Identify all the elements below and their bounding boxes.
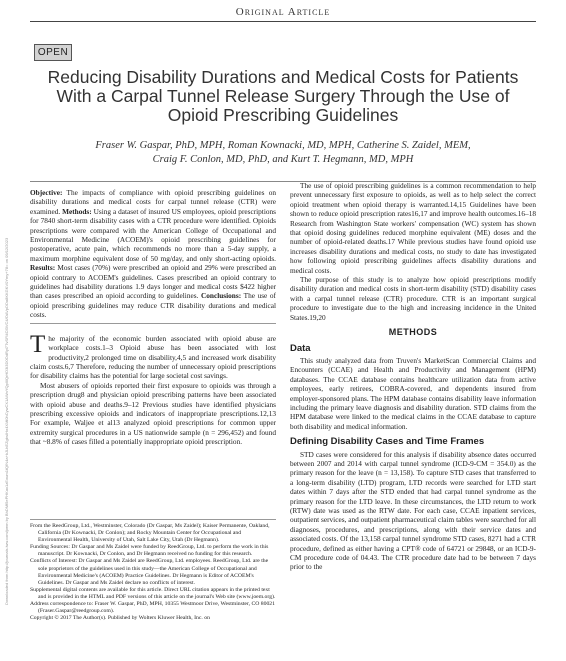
footnote-correspondence: Address correspondence to: Fraser W. Gaspar, PhD, MPH, 10355 Westmoor Drive, Westminster, CO 80021 (Fraser.Gaspar@reedgroup.com). bbox=[30, 601, 275, 615]
objective-text: The impacts of compliance with opioid prescribing guidelines on disability durations and medical costs for carpal tunnel release (CTR) were examined. bbox=[30, 188, 276, 216]
objective-label: Objective: bbox=[30, 188, 63, 197]
intro-paragraph-1-text: he majority of the economic burden associated with opioid abuse are workplace costs.1–3 Opioid abuse has been associated with lost productivity,2 prolonged time on disability,4,5 and increased work disability claim costs.6,7 Therefore, reducing the number of unnecessary opioid prescriptions for disability claims has the potential for large societal cost savings. bbox=[30, 333, 276, 381]
methods-text: Using a dataset of insured US employees, opioid prescriptions for 7840 short-term disability cases with a CTR procedure were identified. Opioids prescriptions were compared with the American College of Occupational and Environmental Medicine (ACOEM)'s opioid prescribing guidelines for postoperative, acute pain, which recommends no more than a 5-day supply, a maximum morphine equivalent dose of 50 mg/day, and only short-acting opioids. bbox=[30, 206, 277, 263]
footnote-conflicts: Conflicts of Interest: Dr Gaspar and Ms Zaidel are ReedGroup, Ltd. employees. ReedGroup, Ltd. are the sole proprietors of the guidelines used in this study—the American College of Occupational and Environmental Medicine's (ACOEM) Practice Guidelines. Dr Hegmann is Editor of ACOEM's Guidelines. Dr Gaspar and Ms Zaidel declare no conflicts of interest. bbox=[30, 558, 269, 586]
data-subheading: Data bbox=[290, 342, 311, 354]
right-column bbox=[290, 181, 536, 572]
drop-cap: T bbox=[30, 330, 46, 358]
footnote-copyright: Copyright © 2017 The Author(s). Published by Wolters Kluwer Health, Inc. on bbox=[30, 615, 210, 622]
article-title: Reducing Disability Durations and Medical Costs for Patients With a Carpal Tunnel Release Surgery Through the Use of Opioid Prescribing Guidelines bbox=[47, 67, 519, 125]
methods-heading: METHODS bbox=[388, 327, 438, 338]
intro-paragraph-4: The purpose of this study is to analyze how opioid prescriptions modify disability duration and medical costs in short-term disability (STD) disability cases with a carpal tunnel release (CTR) procedure. CTR is an important surgical procedure to investigate due to the high and increasing incidence in the United States.19,20 bbox=[290, 275, 536, 322]
disability-cases-subheading: Defining Disability Cases and Time Frames bbox=[290, 436, 485, 448]
results-label: Results: bbox=[30, 263, 56, 273]
footnote-supplemental: Supplemental digital contents are available for this article. Direct URL citation appears in the printed text and is provided in the HTML and PDF versions of this article on the journal's Web site (www.joem.org). bbox=[30, 586, 276, 600]
header-rule bbox=[30, 21, 536, 22]
intro-paragraph-1 bbox=[30, 330, 276, 381]
abstract bbox=[30, 188, 276, 324]
conclusions-text: The use of opioid prescribing guidelines may reduce CTR disability durations and medical costs. bbox=[30, 291, 276, 320]
author-list bbox=[40, 139, 526, 167]
intro-paragraph-2: Most abusers of opioids reported their first exposure to opioids was through a prescription drug8 and physician opioid prescribing patterns have been associated with opioid abuse and deaths.9–12 Previous studies have identified physicians prescribing excessive opioids and indicators of inappropriate prescriptions.12,13 For example, Waljee et al13 analyzed opioid prescriptions for common upper extremity surgical procedures in a US nationwide sample (n = 296,452) and found that ~8.8% of cases filled a potentially inappropriate opioid prescription. bbox=[30, 380, 276, 447]
data-paragraph: This study analyzed data from Truven's MarketScan Commercial Claims and Encounters (CCAE) and Health and Productivity and Management (HPM) databases. The CCAE database contains healthcare utilization data from active employees, early retirees, COBRA-covered, and dependents insured from employer-sponsored plans. The HPM database contains disability leave information including the primary leave diagnosis and disability duration. STD claims from the HPM database were linked to the medical claims in the CCAE database to capture both disability and medical information. bbox=[290, 355, 536, 431]
journal-section-title: Original Article bbox=[235, 6, 331, 18]
footnote-affiliations: From the ReedGroup, Ltd., Westminster, Colorado (Dr Gaspar, Ms Zaidel); Kaiser Permanente, Oakland, California (Dr Kownacki, Dr Conlon); and Rocky Mountain Center for Occupational and Environmental Health, University of Utah, Salt Lake City, Utah (Dr Hegmann). bbox=[30, 523, 270, 544]
margin-note-text: Downloaded from http://journals.lww.com/joem by BhDMf5ePHKav1zEoum1tQfN4a+kJLhEZgbsIHo4XMi0hCywCX1AWnYQp/IlQrHD3i3D0OdRyi7TvSFl4Cf3VC4/OAVpDDa8KKGKV0Ymy+78= on 09/12/2023 bbox=[4, 237, 9, 605]
footnotes bbox=[30, 519, 276, 622]
methods-label: Methods: bbox=[62, 206, 92, 216]
open-access-badge: OPEN bbox=[34, 44, 72, 61]
running-header bbox=[0, 0, 566, 18]
download-margin-note bbox=[4, 185, 14, 605]
footnote-funding: Funding Sources: Dr Gaspar and Ms Zaidel were funded by ReedGroup, Ltd. to perform the work in this manuscript. Dr Kownacki, Dr Conlon, and Dr Hegmann received no funding for this research. bbox=[30, 544, 269, 558]
results-text: Most cases (70%) were prescribed an opioid and 29% were prescribed an opioid contrary to ACOEM's guidelines. Cases prescribed an opioid contrary to guidelines had disability durations 1.9 days longer and medical costs $422 higher than cases prescribed an opioid according to guidelines. bbox=[30, 263, 276, 301]
authors-line-1: Fraser W. Gaspar, PhD, MPH, Roman Kownacki, MD, MPH, Catherine S. Zaidel, MEM, bbox=[95, 140, 471, 151]
left-column bbox=[30, 188, 276, 447]
authors-line-2: Craig F. Conlon, MD, PhD, and Kurt T. Hegmann, MD, MPH bbox=[152, 154, 414, 165]
conclusions-label: Conclusions: bbox=[200, 291, 242, 301]
disability-cases-paragraph: STD cases were considered for this analysis if disability absence dates occurred between 2007 and 2014 with carpal tunnel syndrome (ICD-9-CM = 354.0) as the primary reason for the leave (n = 13,158). To capture STD cases that transferred to a long-term disability (LTD) program, LTD records were searched for LTD start dates within 7 days after the STD ended that had carpal tunnel syndrome as the primary reason for the LTD leave. In these circumstances, the LTD return to work (RTW) date was used as the RTW date. For each case, CCAE inpatient services, outpatient services, and outpatient pharmaceutical claim tables were searched for all diagnoses, procedures, and prescriptions, along with their service dates and associated costs. Of the 13,158 carpal tunnel syndrome STD cases, 8271 had a CTR procedure, defined as either having a CPT® code of 64721 or 29848, or an ICD-9-CM procedure code of 04.43. The CTR procedure date had to be between 7 days prior to the bbox=[290, 449, 536, 572]
intro-paragraph-3: The use of opioid prescribing guidelines is a common recommendation to help prevent unnecessary first exposure to opioids, as well as to help select the correct opioid treatment when opioid therapy is warranted.14,15 Guidelines have been shown to reduce opioid prescription rates16,17 and improve health outcomes.16–18 Research from Washington State workers' compensation (WC) system has shown that opioid dosing guidelines reduced morphine equivalent (ME) doses and the number of opioid-related deaths.17 While previous studies have found opioid use increases disability durations and medical costs, no study to date has investigated how following opioid prescribing guidelines affects disability durations and medical costs. bbox=[290, 181, 536, 275]
